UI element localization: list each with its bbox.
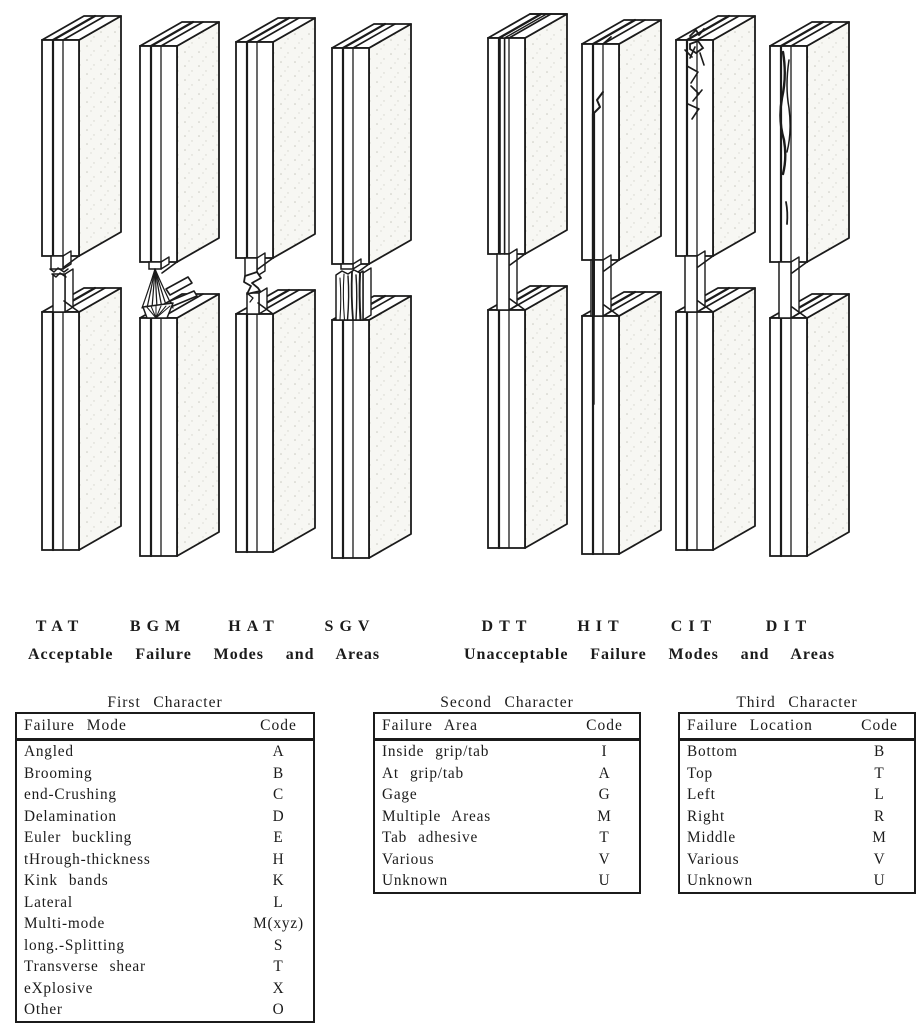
table-row [16, 740, 314, 763]
failure-label-cell: Middle [687, 829, 736, 846]
specimen-code-tat: TAT [35, 618, 85, 635]
specimen-dtt-drawing [488, 14, 567, 548]
column-header-failure-area: Failure Area [374, 713, 570, 740]
table-row [374, 784, 640, 806]
failure-label-cell: Delamination [24, 807, 117, 825]
specimen-sgv-drawing [332, 24, 411, 558]
failure-label-cell: Lateral [24, 893, 73, 911]
failure-label-cell: Left [687, 786, 716, 803]
table-row [16, 892, 314, 914]
table-row [16, 978, 314, 1000]
first-character-table [15, 694, 315, 1023]
specimen-hat-drawing [236, 18, 315, 552]
table-row [16, 849, 314, 871]
column-header-failure-location: Failure Location [679, 713, 845, 740]
failure-label-cell: eXplosive [24, 979, 94, 997]
table-row [374, 827, 640, 849]
failure-label-cell: Right [687, 807, 725, 825]
code-cell: D [272, 807, 285, 825]
unacceptable-caption: Unacceptable Failure Modes and Areas [464, 646, 836, 663]
failure-label-cell: Transverse shear [24, 958, 146, 975]
table-row [16, 935, 314, 957]
table-row [16, 763, 314, 785]
failure-label-cell: Euler buckling [24, 829, 133, 846]
acceptable-caption: Acceptable Failure Modes and Areas [28, 646, 381, 663]
table-row [679, 806, 915, 828]
table-row [679, 827, 915, 849]
table-row [16, 913, 314, 935]
specimen-code-hat: HAT [228, 618, 280, 635]
failure-label-cell: Gage [382, 786, 418, 803]
column-header-code: Code [570, 713, 640, 740]
code-cell: R [873, 807, 885, 825]
code-cell: U [598, 872, 611, 889]
failure-label-cell: Multiple Areas [382, 807, 491, 825]
code-cell: H [272, 850, 285, 868]
failure-label-cell: end-Crushing [24, 786, 117, 803]
table-row [374, 849, 640, 871]
failure-label-cell: Unknown [382, 872, 448, 889]
code-cell: B [272, 764, 284, 782]
code-cell: T [273, 958, 284, 975]
table-row [16, 999, 314, 1022]
code-cell: M [872, 829, 887, 846]
failure-label-cell: Tab adhesive [382, 829, 479, 846]
code-cell: T [874, 764, 885, 782]
failure-label-cell: Various [382, 850, 435, 868]
table-row [679, 784, 915, 806]
table-row [16, 870, 314, 892]
specimen-code-dit: DIT [765, 618, 813, 635]
table-row [374, 806, 640, 828]
table-row [16, 827, 314, 849]
table-row [679, 849, 915, 871]
code-cell: S [273, 936, 284, 954]
code-cell: A [598, 764, 611, 782]
failure-label-cell: Inside grip/tab [382, 743, 490, 760]
table-title: Third Character [736, 694, 858, 711]
table-row [16, 956, 314, 978]
specimen-code-bgm: BGM [129, 618, 187, 635]
code-cell: U [873, 872, 886, 889]
code-cell: E [273, 829, 284, 846]
second-character-table [373, 694, 641, 894]
table-row [679, 870, 915, 893]
code-cell: V [873, 850, 886, 868]
code-cell: M(xyz) [253, 915, 304, 932]
failure-label-cell: Brooming [24, 764, 93, 782]
failure-label-cell: tHrough-thickness [24, 850, 151, 868]
failure-label-cell: Various [687, 850, 740, 868]
table-row [374, 740, 640, 763]
failure-label-cell: At grip/tab [382, 764, 464, 782]
specimen-hit-drawing [582, 20, 661, 554]
specimen-code-cit: CIT [670, 618, 718, 635]
code-cell: A [272, 743, 285, 760]
specimen-code-sgv: SGV [324, 618, 376, 635]
code-cell: B [873, 743, 885, 760]
table-header-row [374, 713, 640, 740]
specimen-tat-drawing [42, 16, 121, 550]
specimen-cit-drawing [676, 16, 755, 550]
specimen-bgm-drawing [140, 22, 219, 556]
failure-label-cell: Kink bands [24, 872, 109, 889]
code-cell: T [599, 829, 610, 846]
code-cell: L [273, 893, 284, 911]
table-title: Second Character [440, 694, 574, 711]
code-cell: V [598, 850, 611, 868]
code-cell: I [601, 743, 608, 760]
column-header-failure-mode: Failure Mode [16, 713, 244, 740]
table-row [374, 870, 640, 893]
code-cell: O [272, 1001, 285, 1018]
third-character-table [678, 694, 916, 894]
failure-label-cell: Other [24, 1001, 63, 1018]
failure-label-cell: Multi-mode [24, 915, 106, 932]
code-cell: G [598, 786, 611, 803]
failure-label-cell: long.-Splitting [24, 936, 125, 954]
table-title: First Character [107, 694, 223, 711]
table-row [16, 806, 314, 828]
specimen-code-labels [0, 618, 921, 640]
column-header-code: Code [244, 713, 314, 740]
code-cell: X [272, 979, 285, 997]
specimen-code-hit: HIT [577, 618, 625, 635]
column-header-code: Code [845, 713, 915, 740]
table-row [679, 740, 915, 763]
specimen-dit-drawing [770, 22, 849, 556]
failure-label-cell: Unknown [687, 872, 753, 889]
code-cell: L [874, 786, 885, 803]
code-cell: K [272, 872, 285, 889]
table-header-row [16, 713, 314, 740]
table-row [374, 763, 640, 785]
code-cell: C [272, 786, 284, 803]
failure-label-cell: Top [687, 764, 713, 782]
table-row [16, 784, 314, 806]
code-cell: M [597, 807, 612, 825]
table-row [679, 763, 915, 785]
failure-label-cell: Angled [24, 743, 74, 760]
table-header-row [679, 713, 915, 740]
failure-label-cell: Bottom [687, 743, 738, 760]
specimen-code-dtt: DTT [481, 618, 533, 635]
